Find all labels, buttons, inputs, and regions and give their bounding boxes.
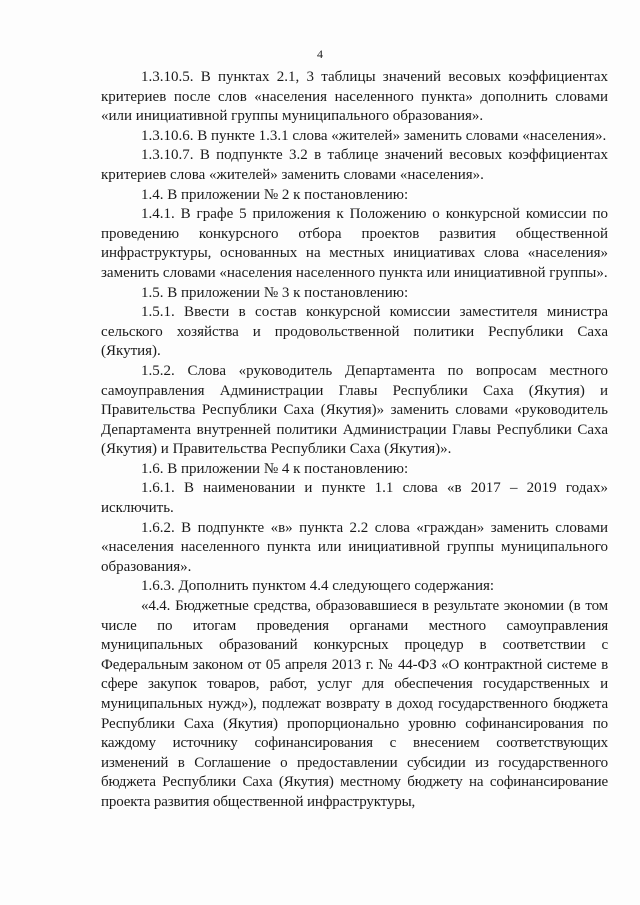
paragraph-4-4: «4.4. Бюджетные средства, образовавшиеся в результате экономии (в том числе по итогам проведения органами местного самоуправления муниципальных образований конкурсных процедур в соответствии с Федеральным законом от 05 апреля 2013 г. № 44-ФЗ «О контрактной системе в сфере закупок товаров, работ, услуг для обеспечения государственных и муниципальных нужд»), подлежат возврату в доход государственного бюджета Республики Саха (Якутия) пропорционально уровню софинансирования по каждому источнику софинансирования с внесением соответствующих изменений в Соглашение о предоставлении субсидии из государственного бюджета Республики Саха (Якутия) местному бюджету на софинансирование проекта развития общественной инфраструктуры, <box>101 598 608 810</box>
paragraph-1-6-1: 1.6.1. В наименовании и пункте 1.1 слова «в 2017 – 2019 годах» исключить. <box>101 480 608 517</box>
paragraph-1-4: 1.4. В приложении № 2 к постановлению: <box>141 186 409 203</box>
document-body <box>101 68 608 813</box>
paragraph-1-5: 1.5. В приложении № 3 к постановлению: <box>141 284 409 301</box>
paragraph-1-3-10-6: 1.3.10.6. В пункте 1.3.1 слова «жителей» заменить словами «населения». <box>141 127 607 144</box>
paragraph-1-5-1: 1.5.1. Ввести в состав конкурсной комиссии заместителя министра сельского хозяйства и продовольственной политики Республики Саха (Якутия). <box>101 304 608 360</box>
paragraph-1-6-3: 1.6.3. Дополнить пунктом 4.4 следующего содержания: <box>141 578 495 595</box>
paragraph-1-6: 1.6. В приложении № 4 к постановлению: <box>141 460 409 477</box>
paragraph-1-3-10-7: 1.3.10.7. В подпункте 3.2 в таблице значений весовых коэффициентах критериев слова «жителей» заменить словами «населения». <box>101 147 608 183</box>
page-number: 4 <box>317 47 323 61</box>
paragraph-1-4-1: 1.4.1. В графе 5 приложения к Положению о конкурсной комиссии по проведению конкурсного отбора проектов развития общественной инфраструктуры, основанных на местных инициативах слова «населения» заменить словами «населения населенного пункта или инициативной группы». <box>101 206 608 281</box>
paragraph-1-5-2: 1.5.2. Слова «руководитель Департамента по вопросам местного самоуправления Администрации Главы Республики Саха (Якутия) и Правительства Республики Саха (Якутия)» заменить словами «руководитель Департамента внутренней политики Администрации Главы Республики Саха (Якутия) и Правительства Республики Саха (Якутия)». <box>101 362 608 458</box>
paragraph-1-6-2: 1.6.2. В подпункте «в» пункта 2.2 слова «граждан» заменить словами «населения населенного пункта или инициативной группы муниципального образования». <box>101 519 608 575</box>
paragraph-1-3-10-5: 1.3.10.5. В пунктах 2.1, 3 таблицы значений весовых коэффициентах критериев после слов «населения населенного пункта» дополнить словами «или инициативной группы муниципального образования». <box>101 69 608 125</box>
